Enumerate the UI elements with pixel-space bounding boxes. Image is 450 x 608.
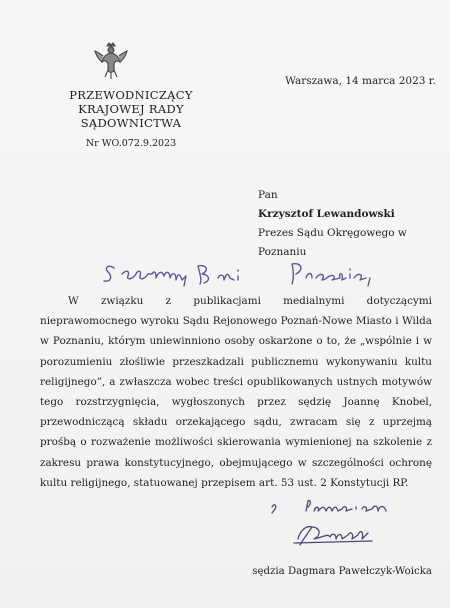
issuer-title-line2: KRAJOWEJ RADY SĄDOWNICTWA (78, 102, 184, 130)
issuer-title-line1: PRZEWODNICZĄCY (69, 88, 193, 102)
handwritten-closing-and-signature (268, 497, 418, 555)
polish-eagle-emblem-icon (93, 42, 129, 80)
signer-name: sędzia Dagmara Pawełczyk-Woicka (252, 566, 432, 577)
addressee-salutation-word: Pan (258, 189, 278, 201)
issuer-block (44, 88, 218, 149)
reference-number: Nr WO.072.9.2023 (85, 138, 177, 149)
letter-body-paragraph: W związku z publikacjami medialnymi dotyczącymi nieprawomocnego wyroku Sądu Rejonowego Poznań-Nowe Miasto i Wilda w Poznaniu, którym uniewinniono osoby oskarżone o to, że „wspólnie i w porozumieniu złośliwie przeszkadzali publicznemu wykonywaniu kultu religijnego”, a zwłaszcza wobec treści opublikowanych ustnych motywów tego rozstrzygnięcia, wygłoszonych przez sędzię Joannę Knobel, przewodniczącą składu orzekającego sądu, zwracam się z uprzejmą prośbą o rozważenie możliwości skierowania wymienionej na szkolenie z zakresu prawa konstytucyjnego, obejmującego w szczególności ochronę kultu religijnego, statuowanej przepisem art. 53 ust. 2 Konstytucji RP. (40, 295, 432, 489)
letter-date: Warszawa, 14 marca 2023 r. (285, 75, 436, 87)
addressee-name: Krzysztof Lewandowski (258, 208, 395, 220)
addressee-position: Prezes Sądu Okręgowego w Poznaniu (258, 227, 407, 258)
addressee-block (258, 186, 450, 262)
handwritten-salutation (40, 256, 380, 290)
